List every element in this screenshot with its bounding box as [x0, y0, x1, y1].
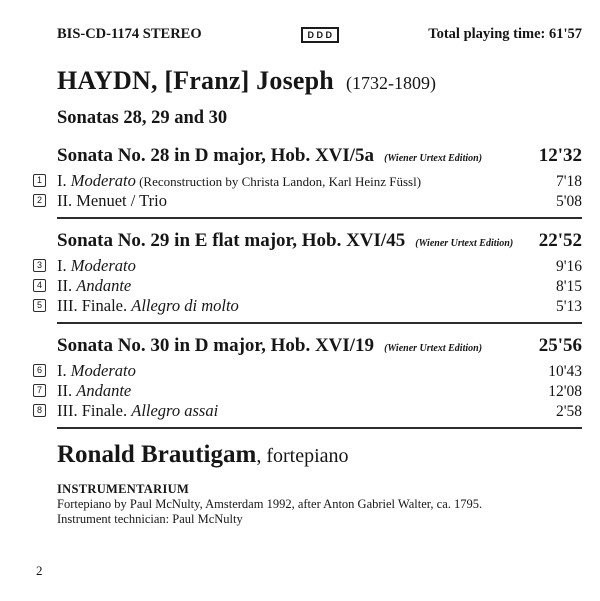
sonata-heading	[57, 335, 582, 357]
track-tempo-italic: Moderato	[70, 360, 136, 380]
sonata-duration: 22'52	[538, 229, 582, 251]
section-divider	[57, 427, 582, 429]
track-number-box: 7	[33, 384, 46, 397]
track-duration: 10'43	[548, 362, 582, 380]
sonata-duration: 25'56	[538, 334, 582, 356]
track-tempo-italic: Moderato	[70, 170, 136, 190]
total-playing-time: Total playing time: 61'57	[428, 26, 582, 42]
artist-line	[57, 441, 582, 469]
track-duration: 12'08	[548, 382, 582, 400]
track-number-box: 8	[33, 404, 46, 417]
track-title-prefix: I.	[57, 360, 71, 380]
edition-label: (Wiener Urtext Edition)	[415, 237, 514, 249]
instrumentarium-heading: INSTRUMENTARIUM	[57, 481, 190, 496]
track-row	[36, 295, 582, 316]
track-title	[57, 296, 239, 316]
edition-label: (Wiener Urtext Edition)	[384, 342, 483, 354]
sonata-heading	[57, 145, 582, 167]
track-row	[36, 400, 582, 421]
album-title: Sonatas 28, 29 and 30	[57, 108, 228, 128]
artist-instrument: , fortepiano	[256, 444, 349, 467]
sonata-tracks	[36, 360, 582, 421]
track-title-prefix: III. Finale.	[57, 400, 132, 420]
track-title	[57, 381, 131, 401]
sonata-section	[36, 334, 582, 429]
masthead	[57, 26, 582, 43]
track-duration: 5'08	[555, 192, 582, 210]
composer-dates: (1732-1809)	[345, 73, 436, 93]
track-row	[36, 360, 582, 381]
track-duration: 9'16	[555, 257, 582, 275]
catalog-number: BIS-CD-1174 STEREO	[57, 26, 202, 42]
track-row	[36, 275, 582, 296]
spars-code-badge: DDD	[301, 27, 339, 43]
track-title	[57, 256, 136, 276]
track-row	[36, 255, 582, 276]
instrumentarium-block	[57, 482, 582, 528]
track-title-note: (Reconstruction by Christa Landon, Karl Heinz Füssl)	[135, 173, 422, 189]
track-list	[36, 145, 582, 429]
track-title	[57, 361, 136, 381]
track-number-box: 5	[33, 299, 46, 312]
track-title	[57, 401, 218, 421]
sonata-tracks	[36, 255, 582, 316]
track-duration: 5'13	[555, 297, 582, 315]
track-number-box: 3	[33, 259, 46, 272]
track-row	[36, 380, 582, 401]
track-number-box: 2	[33, 194, 46, 207]
artist-name: Ronald Brautigam	[57, 440, 257, 468]
instrumentarium-line1: Fortepiano by Paul McNulty, Amsterdam 1992, after Anton Gabriel Walter, ca. 1795.	[57, 496, 483, 511]
track-tempo-italic: Moderato	[70, 255, 136, 275]
track-number-box: 1	[33, 174, 46, 187]
track-row	[36, 190, 582, 211]
track-title-prefix: II. Menuet / Trio	[57, 190, 168, 210]
track-title-prefix: III. Finale.	[57, 295, 132, 315]
sonata-heading	[57, 230, 582, 252]
composer-name: HAYDN, [Franz] Joseph	[57, 66, 334, 95]
track-tempo-italic: Allegro assai	[131, 400, 219, 420]
section-divider	[57, 217, 582, 219]
track-duration: 2'58	[555, 402, 582, 420]
sonata-title: Sonata No. 30 in D major, Hob. XVI/19	[57, 334, 375, 356]
track-number-box: 6	[33, 364, 46, 377]
track-tempo-italic: Andante	[76, 275, 132, 295]
track-title	[57, 276, 131, 296]
page-number: 2	[36, 563, 43, 578]
sonata-tracks	[36, 170, 582, 211]
track-row	[36, 170, 582, 191]
track-tempo-italic: Andante	[76, 380, 132, 400]
sonata-title: Sonata No. 28 in D major, Hob. XVI/5a	[57, 145, 375, 166]
sonata-title: Sonata No. 29 in E flat major, Hob. XVI/45	[57, 229, 406, 251]
track-title-prefix: I.	[57, 170, 71, 190]
track-title	[57, 171, 421, 191]
track-duration: 7'18	[555, 172, 582, 190]
track-title-prefix: II.	[57, 380, 77, 400]
track-title	[57, 191, 167, 211]
track-tempo-italic: Allegro di molto	[131, 295, 239, 315]
track-title-prefix: I.	[57, 255, 71, 275]
section-divider	[57, 322, 582, 324]
track-title-prefix: II.	[57, 275, 77, 295]
track-duration: 8'15	[555, 277, 582, 295]
sonata-section	[36, 145, 582, 219]
composer-line	[57, 66, 582, 96]
edition-label: (Wiener Urtext Edition)	[384, 153, 483, 164]
track-number-box: 4	[33, 279, 46, 292]
sonata-duration: 12'32	[538, 145, 582, 166]
sonata-section	[36, 229, 582, 324]
instrumentarium-line2: Instrument technician: Paul McNulty	[57, 512, 243, 527]
